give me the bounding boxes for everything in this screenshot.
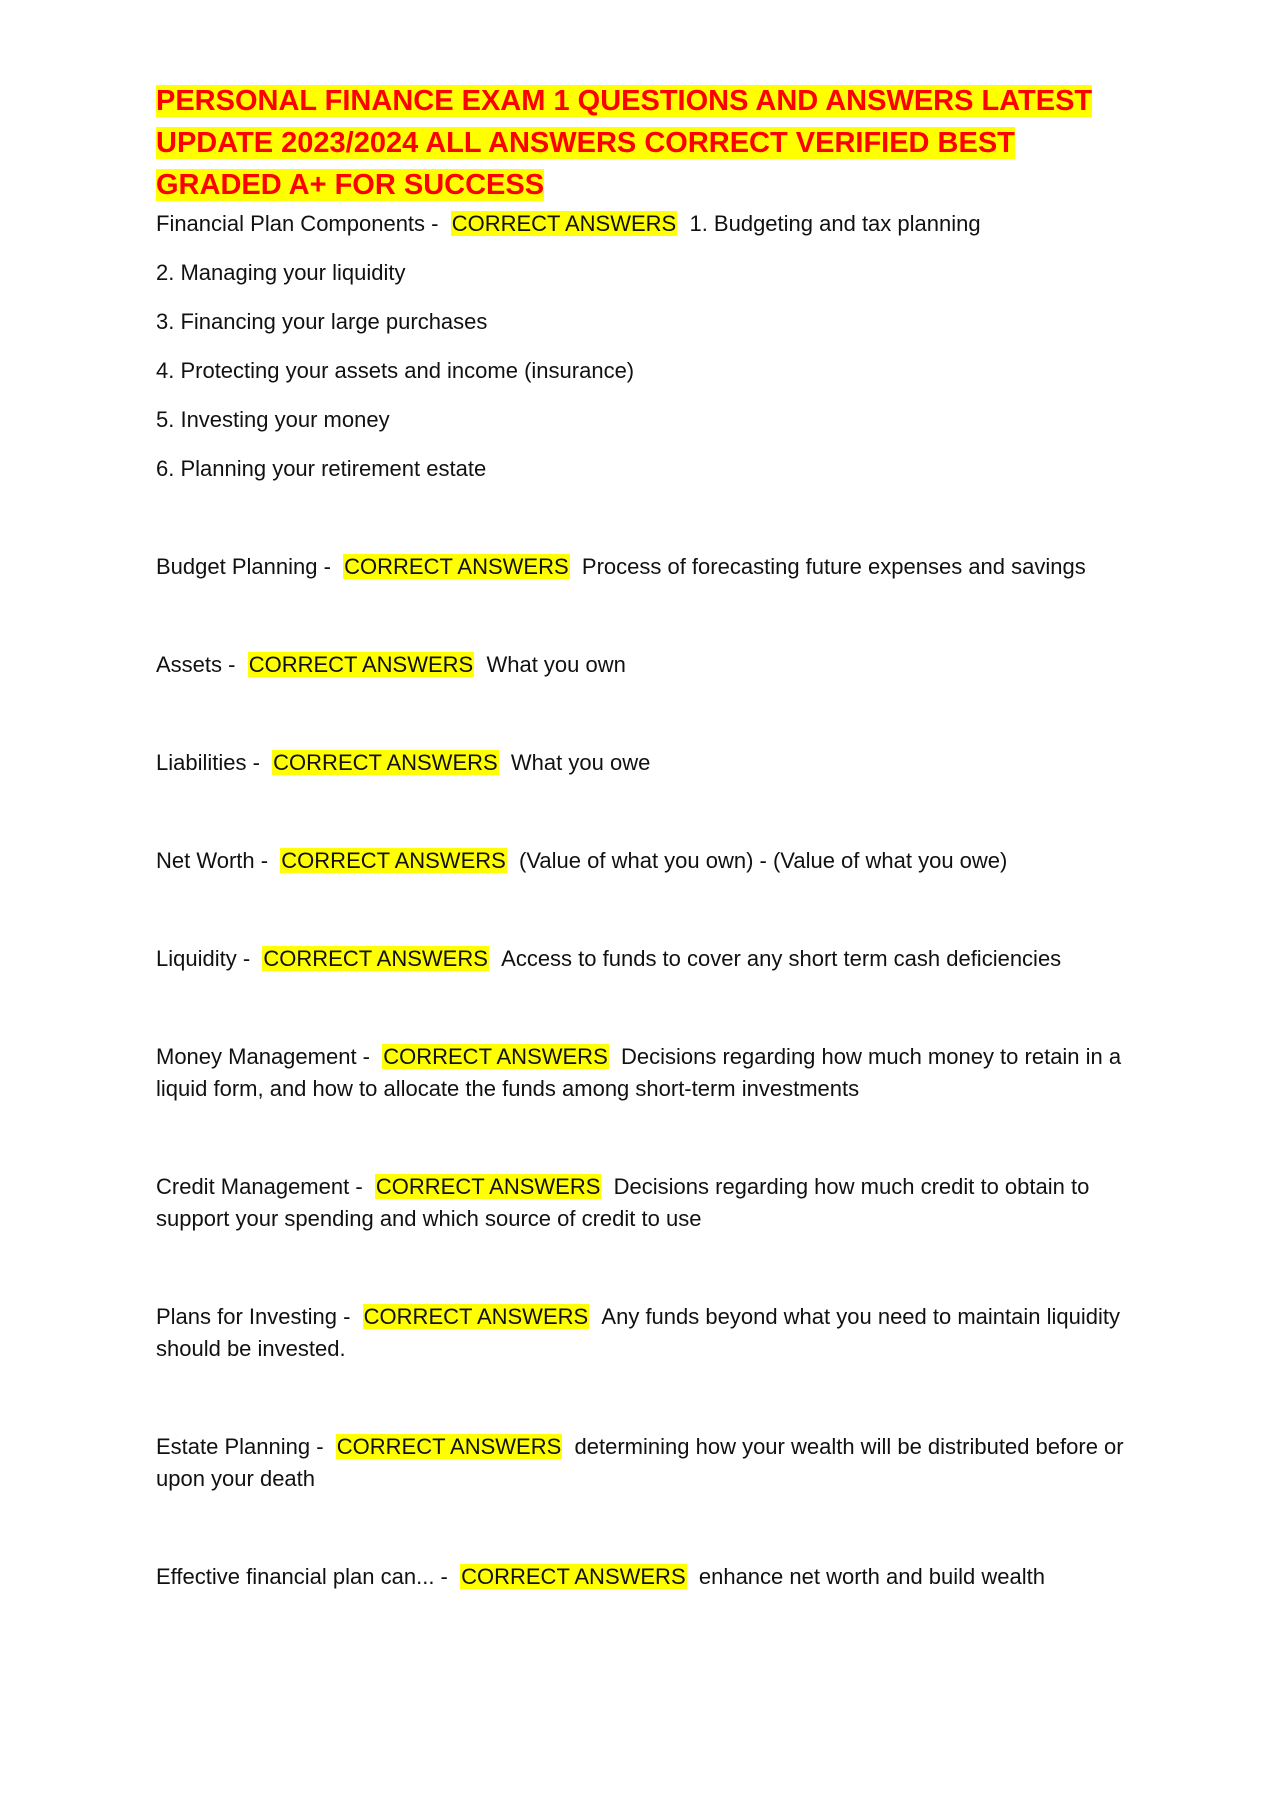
list-item: 6. Planning your retirement estate: [156, 456, 487, 481]
entry-definition: determining how your wealth will be distributed before or upon your death: [156, 1434, 1124, 1491]
document-page: [156, 80, 1136, 1593]
entry-definition: Decisions regarding how much money to retain in a liquid form, and how to allocate the funds among short-term investments: [156, 1044, 1122, 1101]
answer-tag: CORRECT ANSWERS: [363, 1304, 589, 1329]
entry-term: Estate Planning -: [156, 1434, 324, 1459]
list-item: 5. Investing your money: [156, 407, 390, 432]
entry-definition: Access to funds to cover any short term cash deficiencies: [501, 946, 1062, 971]
answer-tag: CORRECT ANSWERS: [248, 652, 474, 677]
entry-term: Money Management -: [156, 1044, 370, 1069]
answer-tag: CORRECT ANSWERS: [344, 554, 569, 579]
list-item: 2. Managing your liquidity: [156, 260, 406, 285]
entry-definition: What you own: [486, 652, 626, 677]
entry-definition: enhance net worth and build wealth: [698, 1564, 1045, 1589]
qa-entry: [156, 845, 1136, 877]
entry-term: Financial Plan Components -: [156, 211, 439, 236]
qa-entry: [156, 551, 1136, 583]
answer-tag: CORRECT ANSWERS: [273, 750, 498, 775]
entry-term: Effective financial plan can... -: [156, 1564, 448, 1589]
answer-tag: CORRECT ANSWERS: [281, 848, 506, 873]
list-item: 4. Protecting your assets and income (insurance): [156, 358, 635, 383]
entry-definition: Process of forecasting future expenses and savings: [581, 554, 1086, 579]
entry-term: Credit Management -: [156, 1174, 363, 1199]
entry-definition: Any funds beyond what you need to maintain liquidity should be invested.: [156, 1304, 1120, 1361]
qa-entry: [156, 1041, 1136, 1105]
qa-entry: [156, 747, 1136, 779]
answer-tag: CORRECT ANSWERS: [336, 1434, 562, 1459]
title-highlight: PERSONAL FINANCE EXAM 1 QUESTIONS AND ANSWERS LATEST UPDATE 2023/2024 ALL ANSWERS CORRECT VERIFIED BEST GRADED A+ FOR SUCCESS: [156, 85, 1093, 201]
answer-tag: CORRECT ANSWERS: [383, 1044, 608, 1069]
entry-term: Liquidity -: [156, 946, 251, 971]
answer-tag: CORRECT ANSWERS: [375, 1174, 601, 1199]
document-title: [156, 80, 1136, 206]
qa-entry: [156, 1301, 1136, 1365]
entry-definition: Decisions regarding how much credit to obtain to support your spending and which source of credit to use: [156, 1174, 1090, 1231]
qa-entry: [156, 1171, 1136, 1235]
answer-tag: CORRECT ANSWERS: [461, 1564, 686, 1589]
entry-term: Liabilities -: [156, 750, 260, 775]
qa-entry: [156, 1431, 1136, 1495]
answer-tag: CORRECT ANSWERS: [451, 211, 677, 236]
entry-term: Plans for Investing -: [156, 1304, 351, 1329]
list-item: 3. Financing your large purchases: [156, 309, 488, 334]
entry-definition: What you owe: [510, 750, 651, 775]
qa-entry: [156, 208, 1136, 240]
qa-entry: [156, 1561, 1136, 1593]
entry-term: Budget Planning -: [156, 554, 331, 579]
entry-term: Net Worth -: [156, 848, 269, 873]
qa-entry: [156, 649, 1136, 681]
qa-entry: [156, 943, 1136, 975]
entry-definition: 1. Budgeting and tax planning: [689, 211, 981, 236]
entry-term: Assets -: [156, 652, 236, 677]
answer-tag: CORRECT ANSWERS: [263, 946, 488, 971]
entry-definition: (Value of what you own) - (Value of what you owe): [519, 848, 1008, 873]
